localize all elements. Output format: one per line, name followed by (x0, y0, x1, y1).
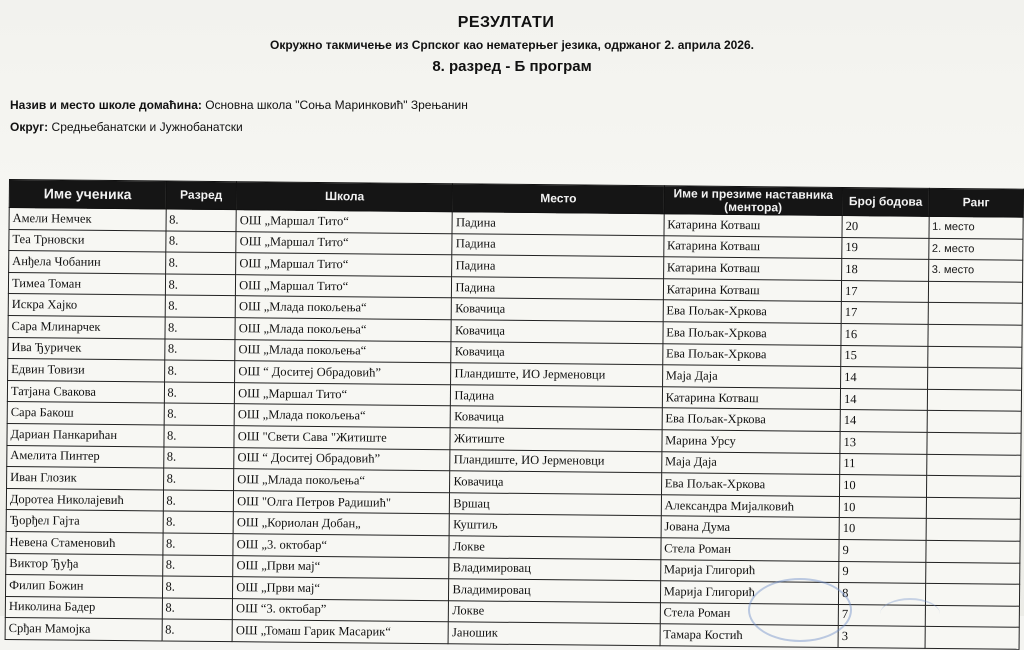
cell-points: 19 (842, 237, 929, 259)
cell-points: 3 (838, 626, 925, 648)
cell-school: ОШ „Кориолан Добан„ (233, 512, 449, 536)
cell-grade: 8. (163, 511, 234, 533)
cell-place: Ковачица (451, 341, 662, 365)
cell-points: 17 (841, 280, 928, 302)
col-school: Школа (236, 182, 452, 212)
host-school-label: Назив и место школе домаћина: (10, 98, 202, 112)
cell-mentor: Александра Мијалковић (661, 494, 840, 517)
cell-grade: 8. (163, 425, 234, 447)
col-place: Место (453, 184, 665, 214)
cell-points: 10 (839, 496, 926, 518)
cell-points: 14 (840, 410, 927, 432)
cell-grade: 8. (163, 490, 234, 512)
cell-points: 14 (841, 367, 928, 389)
cell-points: 10 (839, 518, 926, 540)
cell-grade: 8. (162, 598, 233, 620)
cell-points: 13 (840, 431, 927, 453)
cell-rank (927, 367, 1022, 389)
page-title: РЕЗУЛТАТИ (457, 14, 555, 31)
cell-rank (925, 627, 1020, 649)
cell-place: Ковачица (452, 298, 663, 322)
results-body (5, 208, 1023, 650)
cell-place: Ковачица (450, 471, 661, 495)
cell-grade: 8. (163, 468, 234, 490)
cell-points: 17 (841, 302, 928, 324)
cell-mentor: Ева Пољак-Хркова (663, 322, 842, 345)
cell-rank (925, 562, 1020, 584)
cell-place: Падина (452, 255, 663, 279)
cell-mentor: Ева Пољак-Хркова (662, 343, 841, 366)
cell-mentor: Катарина Котваш (663, 235, 842, 258)
cell-student-name: Искра Хајко (8, 294, 165, 317)
cell-grade: 8. (164, 403, 235, 425)
cell-place: Падина (452, 277, 663, 301)
cell-student-name: Татјана Свакова (7, 380, 164, 403)
cell-student-name: Ива Ђуричек (8, 337, 165, 360)
cell-place: Ковачица (451, 406, 662, 430)
host-school-line (10, 98, 468, 112)
cell-place: Локве (449, 600, 660, 624)
cell-rank (928, 281, 1023, 303)
cell-rank (925, 540, 1020, 562)
cell-place: Падина (452, 233, 663, 257)
cell-student-name: Виктор Ђуђа (6, 553, 163, 576)
cell-points: 18 (842, 259, 929, 281)
cell-mentor: Марија Глигорић (660, 581, 839, 604)
cell-grade: 8. (165, 274, 236, 296)
district-label: Округ: (10, 120, 49, 134)
col-grade: Разред (166, 181, 237, 210)
cell-rank: 2. место (928, 238, 1023, 260)
cell-student-name: Доротеа Николајевић (6, 488, 163, 511)
cell-rank (927, 411, 1022, 433)
cell-school: ОШ „Томаш Гарик Масарик“ (232, 620, 448, 644)
cell-school: ОШ „Млада покољења“ (235, 318, 451, 342)
cell-student-name: Сара Млинарчек (8, 315, 165, 338)
cell-mentor: Марина Урсу (662, 430, 841, 453)
cell-place: Локве (449, 536, 660, 560)
cell-grade: 8. (163, 447, 234, 469)
grade-program: 8. разред - Б програм (432, 58, 592, 75)
competition-subtitle: Окружно такмичење из Српског као нематерњег језика, одржаног 2. априла 2026. (270, 38, 754, 52)
cell-place: Јаношик (448, 622, 659, 646)
cell-points: 20 (842, 216, 929, 238)
cell-school: ОШ "Олга Петров Радишић" (234, 490, 450, 514)
cell-school: ОШ „Млада покољења“ (235, 339, 451, 363)
cell-mentor: Ева Пољак-Хркова (661, 473, 840, 496)
cell-mentor: Маја Даја (662, 365, 841, 388)
cell-points: 9 (839, 561, 926, 583)
cell-school: ОШ „3. октобар“ (233, 534, 449, 558)
cell-grade: 8. (165, 231, 236, 253)
cell-student-name: Невена Стаменовић (6, 531, 163, 554)
cell-place: Вршац (450, 492, 661, 516)
cell-points: 9 (839, 539, 926, 561)
cell-school: ОШ „Маршал Тито“ (236, 274, 452, 298)
cell-grade: 8. (164, 360, 235, 382)
cell-school: ОШ “ Доситеј Обрадовић” (235, 361, 451, 385)
cell-grade: 8. (164, 339, 235, 361)
cell-rank (926, 454, 1021, 476)
cell-grade: 8. (162, 533, 233, 555)
cell-mentor: Маја Даја (661, 451, 840, 474)
cell-mentor: Стела Роман (661, 538, 840, 561)
cell-place: Владимировац (449, 579, 660, 603)
cell-grade: 8. (165, 252, 236, 274)
cell-mentor: Тамара Костић (660, 624, 839, 647)
cell-school: ОШ „Први мај“ (233, 577, 449, 601)
cell-mentor: Катарина Котваш (663, 257, 842, 280)
cell-school: ОШ „Маршал Тито“ (236, 231, 452, 255)
cell-place: Ковачица (451, 320, 662, 344)
cell-student-name: Филип Божин (5, 575, 162, 598)
cell-points: 14 (840, 388, 927, 410)
cell-rank (928, 303, 1023, 325)
cell-place: Куштиљ (450, 514, 661, 538)
cell-grade: 8. (162, 576, 233, 598)
cell-points: 11 (840, 453, 927, 475)
col-student-name: Име ученика (9, 180, 166, 210)
cell-rank (926, 497, 1021, 519)
cell-rank: 3. место (928, 260, 1023, 282)
cell-place: Падина (452, 212, 663, 236)
cell-student-name: Дариан Панкарићан (7, 423, 164, 446)
cell-student-name: Николина Бадер (5, 596, 162, 619)
cell-rank (926, 432, 1021, 454)
cell-place: Владимировац (449, 557, 660, 581)
cell-mentor: Ева Пољак-Хркова (663, 300, 842, 323)
cell-place: Пландиште, ИО Јерменовци (450, 449, 661, 473)
cell-rank (925, 583, 1020, 605)
cell-school: ОШ „Млада покољења“ (234, 469, 450, 493)
cell-rank (927, 389, 1022, 411)
cell-rank (928, 324, 1023, 346)
cell-mentor: Катарина Котваш (662, 387, 841, 410)
cell-mentor: Ева Пољак-Хркова (662, 408, 841, 431)
cell-student-name: Ђорђел Гајта (6, 510, 163, 533)
cell-student-name: Амелита Пинтер (7, 445, 164, 468)
cell-mentor: Јована Дума (661, 516, 840, 539)
cell-points: 7 (838, 604, 925, 626)
school-stamp (748, 578, 852, 642)
district-value: Средњебанатски и Јужнобанатски (51, 120, 243, 134)
cell-school: ОШ „Маршал Тито“ (236, 253, 452, 277)
cell-mentor: Катарина Котваш (663, 279, 842, 302)
cell-student-name: Иван Глозик (7, 467, 164, 490)
col-points: Број бодова (842, 188, 929, 217)
cell-school: ОШ „Маршал Тито“ (236, 210, 452, 234)
cell-grade: 8. (164, 382, 235, 404)
cell-school: ОШ „Млада покољења“ (234, 404, 450, 428)
cell-student-name: Амели Немчек (9, 208, 166, 231)
stamp-fragment (880, 598, 940, 630)
cell-place: Падина (451, 385, 662, 409)
cell-school: ОШ „Маршал Тито“ (235, 382, 451, 406)
host-school-value: Основна школа "Соња Маринковић" Зрењанин (205, 98, 468, 112)
cell-student-name: Едвин Товизи (8, 359, 165, 382)
cell-student-name: Теа Трновски (9, 229, 166, 252)
cell-points: 16 (841, 323, 928, 345)
cell-student-name: Тимеа Томан (8, 272, 165, 295)
cell-school: ОШ "Свети Сава "Житиште (234, 426, 450, 450)
cell-place: Пландиште, ИО Јерменовци (451, 363, 662, 387)
cell-student-name: Анђела Чобанин (9, 251, 166, 274)
cell-grade: 8. (162, 619, 233, 641)
cell-rank (926, 519, 1021, 541)
cell-place: Житиште (450, 428, 661, 452)
cell-student-name: Срђан Мамојка (5, 618, 162, 641)
results-table (5, 179, 1024, 650)
cell-school: ОШ “ Доситеј Обрадовић” (234, 447, 450, 471)
cell-school: ОШ „Млада покољења“ (235, 296, 451, 320)
cell-mentor: Катарина Котваш (664, 214, 843, 237)
cell-student-name: Сара Бакош (7, 402, 164, 425)
cell-mentor: Стела Роман (660, 602, 839, 625)
col-rank: Ранг (929, 188, 1024, 217)
district-line (10, 120, 243, 134)
cell-points: 15 (841, 345, 928, 367)
cell-school: ОШ „Први мај“ (233, 555, 449, 579)
cell-mentor: Марија Глигорић (660, 559, 839, 582)
cell-grade: 8. (164, 317, 235, 339)
cell-rank: 1. место (929, 216, 1024, 238)
cell-grade: 8. (162, 554, 233, 576)
cell-points: 10 (840, 475, 927, 497)
cell-points: 8 (839, 583, 926, 605)
cell-rank (926, 475, 1021, 497)
cell-school: ОШ “3. октобар” (232, 598, 448, 622)
col-mentor: Име и презиме наставника (ментора) (664, 186, 843, 216)
cell-grade: 8. (165, 295, 236, 317)
cell-grade: 8. (166, 209, 237, 231)
cell-rank (927, 346, 1022, 368)
